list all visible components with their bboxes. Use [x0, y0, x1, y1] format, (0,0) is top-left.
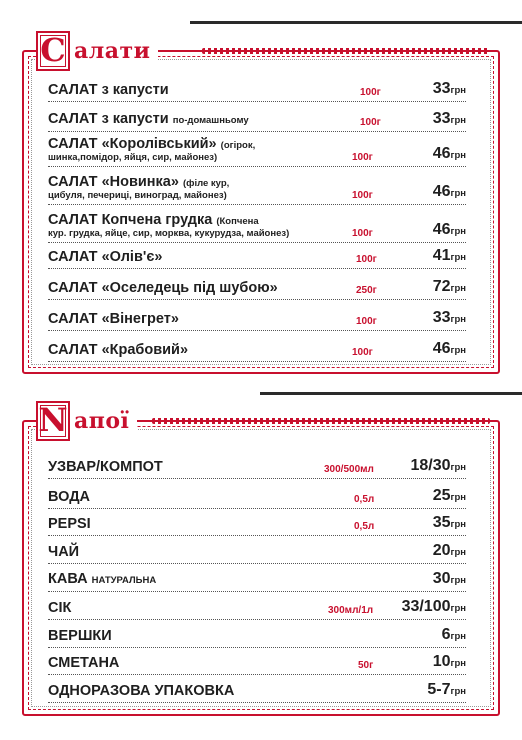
- item-price: 5-7грн: [427, 681, 466, 698]
- list-item: [48, 621, 466, 648]
- item-weight: 100г: [360, 117, 381, 128]
- item-price: 33грн: [432, 80, 466, 97]
- item-name: СІК: [48, 600, 72, 616]
- item-weight: 50г: [358, 660, 374, 671]
- salads-title-rest: алати: [74, 38, 151, 64]
- item-weight: 100г: [360, 87, 381, 98]
- item-name: САЛАТ «Королівський»: [48, 136, 217, 152]
- list-item: [48, 565, 466, 592]
- list-item: [48, 75, 466, 102]
- list-item: [48, 242, 466, 269]
- drinks-title-ornament: [152, 418, 490, 424]
- list-item: [48, 509, 466, 536]
- drinks-section: [22, 398, 500, 716]
- item-ingredients: кур. грудка, яйце, сир, морква, кукурудза, майонез): [48, 228, 290, 239]
- item-name: САЛАТ з капусти: [48, 82, 169, 98]
- item-note: по-домашньому: [172, 115, 249, 126]
- item-weight: 100г: [352, 347, 373, 358]
- item-price: 35грн: [432, 514, 466, 531]
- item-name: САЛАТ «Новинка»: [48, 174, 179, 190]
- item-name: ВЕРШКИ: [48, 628, 112, 644]
- item-ingredients: шинка,помідор, яйця, сир, майонез): [48, 152, 218, 163]
- list-item: [48, 648, 466, 675]
- item-price: 33грн: [432, 309, 466, 326]
- list-item: [48, 452, 466, 479]
- item-weight: 0,5л: [354, 494, 375, 505]
- item-price: 33/100грн: [401, 598, 466, 615]
- item-name: УЗВАР/КОМПОТ: [48, 459, 163, 475]
- item-note: НАТУРАЛЬНА: [91, 575, 157, 586]
- item-name: САЛАТ Копчена грудка: [48, 212, 213, 228]
- drinks-title: [36, 398, 137, 444]
- item-name: САЛАТ «Вінегрет»: [48, 311, 179, 327]
- top-rule-drinks: [260, 392, 522, 395]
- list-item: [48, 136, 466, 167]
- item-name: САЛАТ «Олів'є»: [48, 249, 163, 265]
- list-item: [48, 482, 466, 509]
- list-item: [48, 593, 466, 620]
- item-note: (огірок,: [220, 140, 256, 151]
- item-price: 6грн: [441, 626, 466, 643]
- item-price: 30грн: [432, 570, 466, 587]
- item-weight: 100г: [352, 190, 373, 201]
- list-item: [48, 105, 466, 132]
- item-price: 46грн: [432, 183, 466, 200]
- item-weight: 100г: [356, 254, 377, 265]
- drinks-title-rest: апої: [74, 408, 130, 434]
- item-price: 18/30грн: [410, 457, 466, 474]
- item-weight: 250г: [356, 285, 377, 296]
- item-price: 46грн: [432, 145, 466, 162]
- item-name: СМЕТАНА: [48, 655, 120, 671]
- list-item: [48, 676, 466, 703]
- item-weight: 100г: [352, 152, 373, 163]
- list-item: [48, 335, 466, 362]
- drinks-title-initial: N: [36, 401, 70, 441]
- item-note: (філе кур,: [182, 178, 230, 189]
- item-name: САЛАТ з капусти: [48, 111, 169, 127]
- item-price: 41грн: [432, 247, 466, 264]
- item-name: САЛАТ «Оселедець під шубою»: [48, 280, 278, 296]
- list-item: [48, 304, 466, 331]
- salads-title-initial: С: [36, 31, 70, 71]
- salads-title: [36, 28, 158, 74]
- item-name: САЛАТ «Крабовий»: [48, 342, 189, 358]
- item-price: 46грн: [432, 340, 466, 357]
- item-name: ОДНОРАЗОВА УПАКОВКА: [48, 683, 235, 699]
- item-weight: 100г: [356, 316, 377, 327]
- item-ingredients: цибуля, печериці, виноград, майонез): [48, 190, 227, 201]
- salads-title-ornament: [202, 48, 490, 54]
- item-price: 20грн: [432, 542, 466, 559]
- item-weight: 100г: [352, 228, 373, 239]
- item-price: 46грн: [432, 221, 466, 238]
- item-name: PEPSI: [48, 516, 91, 532]
- list-item: [48, 174, 466, 205]
- item-price: 72грн: [432, 278, 466, 295]
- item-name: ЧАЙ: [48, 544, 80, 560]
- salads-section: [22, 28, 500, 374]
- item-weight: 300мл/1л: [328, 605, 374, 616]
- list-item: [48, 212, 466, 243]
- list-item: [48, 273, 466, 300]
- item-name: КАВА: [48, 571, 88, 587]
- item-note: (Копчена: [216, 216, 259, 227]
- item-weight: 300/500мл: [324, 464, 374, 475]
- item-name: ВОДА: [48, 489, 90, 505]
- item-price: 33грн: [432, 110, 466, 127]
- list-item: [48, 537, 466, 564]
- item-weight: 0,5л: [354, 521, 375, 532]
- top-rule-salads: [190, 21, 522, 24]
- item-price: 10грн: [432, 653, 466, 670]
- item-price: 25грн: [432, 487, 466, 504]
